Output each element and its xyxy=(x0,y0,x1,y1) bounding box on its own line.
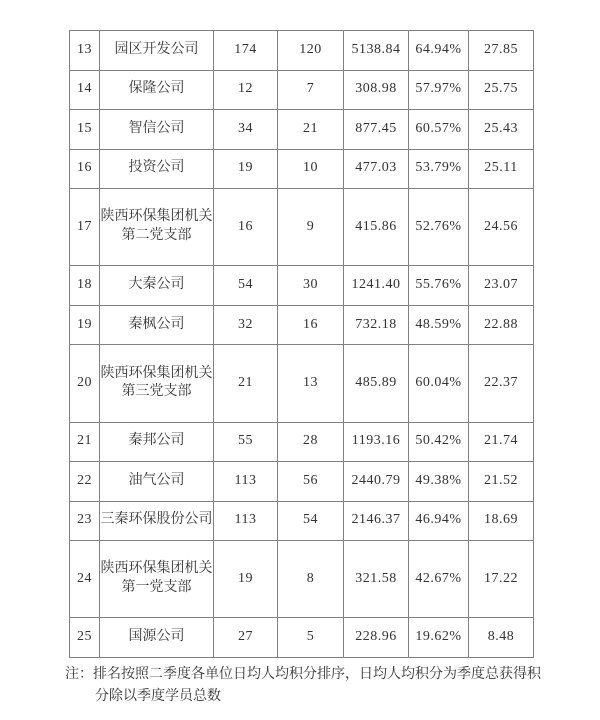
count-a-cell: 55 xyxy=(214,422,278,462)
total-score-cell: 732.18 xyxy=(344,305,409,345)
total-score-cell: 5138.84 xyxy=(344,31,409,71)
total-score-cell: 877.45 xyxy=(344,110,409,150)
count-b-cell: 16 xyxy=(278,305,344,345)
avg-score-cell: 25.43 xyxy=(469,110,534,150)
percent-cell: 48.59% xyxy=(409,305,469,345)
ranking-table xyxy=(69,30,534,658)
count-b-cell: 28 xyxy=(278,422,344,462)
percent-cell: 60.04% xyxy=(409,345,469,422)
table-row xyxy=(70,618,534,658)
unit-name-cell: 陕西环保集团机关第一党支部 xyxy=(100,541,214,618)
count-b-cell: 54 xyxy=(278,501,344,541)
percent-cell: 57.97% xyxy=(409,70,469,110)
total-score-cell: 1241.40 xyxy=(344,266,409,306)
total-score-cell: 2146.37 xyxy=(344,501,409,541)
percent-cell: 52.76% xyxy=(409,189,469,266)
table-row xyxy=(70,31,534,71)
percent-cell: 46.94% xyxy=(409,501,469,541)
table-row xyxy=(70,541,534,618)
unit-name-cell: 油气公司 xyxy=(100,462,214,502)
total-score-cell: 415.86 xyxy=(344,189,409,266)
rank-cell: 21 xyxy=(70,422,100,462)
unit-name-cell: 三秦环保股份公司 xyxy=(100,501,214,541)
unit-name-cell: 秦邦公司 xyxy=(100,422,214,462)
count-b-cell: 56 xyxy=(278,462,344,502)
avg-score-cell: 25.11 xyxy=(469,149,534,189)
ranking-table-body xyxy=(70,31,534,658)
table-row xyxy=(70,149,534,189)
table-row xyxy=(70,345,534,422)
table-row xyxy=(70,189,534,266)
rank-cell: 18 xyxy=(70,266,100,306)
percent-cell: 50.42% xyxy=(409,422,469,462)
count-b-cell: 7 xyxy=(278,70,344,110)
count-a-cell: 32 xyxy=(214,305,278,345)
unit-name-cell: 大秦公司 xyxy=(100,266,214,306)
footnote-line1 xyxy=(65,664,565,686)
table-row xyxy=(70,501,534,541)
unit-name-cell: 陕西环保集团机关第二党支部 xyxy=(100,189,214,266)
count-b-cell: 30 xyxy=(278,266,344,306)
total-score-cell: 477.03 xyxy=(344,149,409,189)
count-b-cell: 5 xyxy=(278,618,344,658)
avg-score-cell: 18.69 xyxy=(469,501,534,541)
footnote-text-line1: 排名按照二季度各单位日均人均积分排序，日均人均积分为季度总获得积 xyxy=(93,667,541,682)
avg-score-cell: 8.48 xyxy=(469,618,534,658)
count-a-cell: 19 xyxy=(214,541,278,618)
total-score-cell: 308.98 xyxy=(344,70,409,110)
table-row xyxy=(70,110,534,150)
count-b-cell: 21 xyxy=(278,110,344,150)
unit-name-cell: 国源公司 xyxy=(100,618,214,658)
count-a-cell: 19 xyxy=(214,149,278,189)
unit-name-cell: 智信公司 xyxy=(100,110,214,150)
count-a-cell: 12 xyxy=(214,70,278,110)
avg-score-cell: 27.85 xyxy=(469,31,534,71)
table-row xyxy=(70,70,534,110)
avg-score-cell: 24.56 xyxy=(469,189,534,266)
percent-cell: 55.76% xyxy=(409,266,469,306)
total-score-cell: 321.58 xyxy=(344,541,409,618)
avg-score-cell: 21.74 xyxy=(469,422,534,462)
unit-name-cell: 园区开发公司 xyxy=(100,31,214,71)
count-b-cell: 9 xyxy=(278,189,344,266)
count-b-cell: 120 xyxy=(278,31,344,71)
count-a-cell: 113 xyxy=(214,462,278,502)
avg-score-cell: 25.75 xyxy=(469,70,534,110)
rank-cell: 20 xyxy=(70,345,100,422)
count-a-cell: 27 xyxy=(214,618,278,658)
percent-cell: 53.79% xyxy=(409,149,469,189)
total-score-cell: 228.96 xyxy=(344,618,409,658)
count-a-cell: 113 xyxy=(214,501,278,541)
rank-cell: 25 xyxy=(70,618,100,658)
count-a-cell: 54 xyxy=(214,266,278,306)
rank-cell: 23 xyxy=(70,501,100,541)
unit-name-cell: 投资公司 xyxy=(100,149,214,189)
rank-cell: 22 xyxy=(70,462,100,502)
avg-score-cell: 21.52 xyxy=(469,462,534,502)
count-a-cell: 174 xyxy=(214,31,278,71)
table-row xyxy=(70,422,534,462)
rank-cell: 19 xyxy=(70,305,100,345)
rank-cell: 13 xyxy=(70,31,100,71)
percent-cell: 64.94% xyxy=(409,31,469,71)
avg-score-cell: 23.07 xyxy=(469,266,534,306)
table-row xyxy=(70,305,534,345)
unit-name-cell: 陕西环保集团机关第三党支部 xyxy=(100,345,214,422)
percent-cell: 49.38% xyxy=(409,462,469,502)
rank-cell: 14 xyxy=(70,70,100,110)
avg-score-cell: 22.88 xyxy=(469,305,534,345)
count-a-cell: 34 xyxy=(214,110,278,150)
percent-cell: 19.62% xyxy=(409,618,469,658)
rank-cell: 16 xyxy=(70,149,100,189)
total-score-cell: 1193.16 xyxy=(344,422,409,462)
table-row xyxy=(70,266,534,306)
footnote xyxy=(65,664,565,708)
percent-cell: 42.67% xyxy=(409,541,469,618)
count-a-cell: 16 xyxy=(214,189,278,266)
avg-score-cell: 17.22 xyxy=(469,541,534,618)
percent-cell: 60.57% xyxy=(409,110,469,150)
footnote-label: 注： xyxy=(65,667,93,682)
count-b-cell: 10 xyxy=(278,149,344,189)
total-score-cell: 485.89 xyxy=(344,345,409,422)
rank-cell: 15 xyxy=(70,110,100,150)
count-b-cell: 8 xyxy=(278,541,344,618)
avg-score-cell: 22.37 xyxy=(469,345,534,422)
count-a-cell: 21 xyxy=(214,345,278,422)
table-row xyxy=(70,462,534,502)
count-b-cell: 13 xyxy=(278,345,344,422)
total-score-cell: 2440.79 xyxy=(344,462,409,502)
unit-name-cell: 秦枫公司 xyxy=(100,305,214,345)
unit-name-cell: 保隆公司 xyxy=(100,70,214,110)
footnote-text-line2: 分除以季度学员总数 xyxy=(95,689,221,704)
rank-cell: 17 xyxy=(70,189,100,266)
rank-cell: 24 xyxy=(70,541,100,618)
